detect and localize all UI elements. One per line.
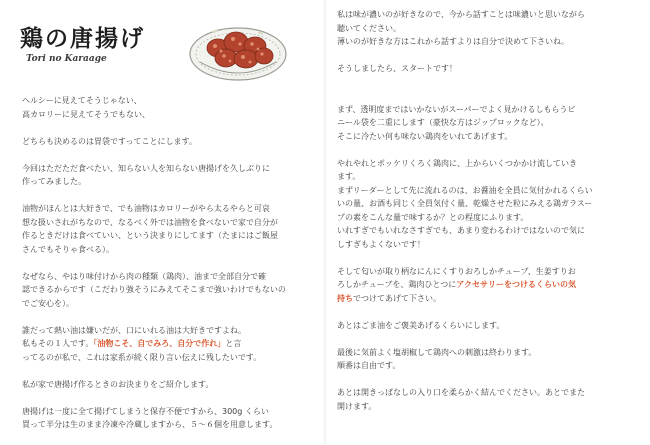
text-line: ヘルシーに見えてそうじゃない、	[22, 96, 142, 105]
text-line: ってるのが私で、これは家系が続く限り言い伝えに残したいです。	[22, 352, 262, 362]
text-line: さんでもそりゃ食べる）。	[22, 244, 114, 254]
text-line: どちらも決めるのは胃袋ですってことにします。	[22, 136, 197, 146]
text-run: 私もその１人です。	[22, 339, 94, 348]
text-line: でご安心を）。	[22, 298, 74, 308]
text-line-with-highlight	[337, 278, 627, 292]
text-line-with-highlight	[22, 337, 297, 351]
text-line: あとはごま油をご褒美あげるくらいにします。	[337, 320, 505, 330]
text-line: 聴いてください。	[337, 23, 401, 33]
text-line: まずリーダーとして先に流れるのは、お醤油を全員に気付かれるくらい	[337, 185, 593, 195]
text-line: 開けます。	[337, 401, 377, 411]
text-line: そこに冷たい何も味ない鶏肉をいれてあげます。	[337, 131, 513, 141]
text-line: 私が家で唐揚げ作るときのお決まりをご紹介します。	[22, 379, 214, 389]
text-line: いの量、お酒も同じく全員気付く量、乾燥させた粒にみえる鶏ガラスー	[337, 199, 593, 208]
text-line: あとは開きっぱなしの入り口を柔らかく結んでください。あとでまた	[337, 388, 585, 397]
page-title: 鶏の唐揚げ	[20, 25, 145, 52]
text-line: 今回はただただ食べたい、知らない人を知らない唐揚げを久しぶりに	[22, 163, 270, 173]
highlight-phrase: 持ち	[337, 293, 353, 303]
highlight-phrase: アクセサリーをつけるくらいの気	[456, 280, 576, 289]
highlight-phrase: 「油物こそ、自でみろ、自分で作れ」	[93, 339, 226, 348]
text-line: 作るときだけは食べていい、という決まりにしてます（たまにはご飯屋	[22, 231, 278, 240]
text-line: 最後に気前よく塩胡椒して鶏肉への刺激は終わります。	[337, 347, 537, 357]
text-line-with-highlight	[337, 292, 627, 306]
page-subtitle: Tori no Karaage	[26, 54, 107, 64]
text-line: 作ってみました。	[22, 177, 86, 186]
text-line: なぜなら、やはり味付けから肉の種類（鶏肉）、油まで全部自分で確	[22, 271, 266, 281]
text-line: 認できるからです（こだわり強そうにみえてそこまで強いわけでもないの	[22, 285, 286, 294]
text-line: ニール袋を二重にします（豪快な方はジップロックなど）。	[337, 118, 549, 127]
text-line: 想な扱いされがちなので、なるべく外では油物を食べないで家で自分が	[22, 217, 278, 227]
text-run: ろしかチューブを、鶏肉ひとつに	[337, 280, 457, 289]
text-line: 私は味が濃いのが好きなので、今から話すことは味濃いと思いながら	[337, 10, 585, 19]
right-page	[325, 0, 650, 445]
text-line: 唐揚げは一度に全て揚げてしまうと保存不便ですから、300g くらい	[22, 406, 269, 416]
text-line: まず、透明度まではいかないがスーパーでよく見かけるしもらうビ	[337, 104, 576, 114]
text-run: と言	[225, 339, 242, 348]
text-line: ます。	[337, 172, 361, 181]
text-line: やれやれとポッケリくろく鶏肉に、上からいくつかかけ流していき	[337, 158, 577, 168]
text-run: でつけてあげて下さい。	[353, 293, 441, 303]
text-line: いれすぎでもいれなさすぎでも、あまり変わるわけではないので気に	[337, 226, 585, 235]
text-line: そうしましたら、スタートです！	[337, 64, 457, 73]
text-line: 薄いのが好きな方はこれから話すよりは自分で決めて下さいね。	[337, 37, 569, 46]
text-line: しすぎもよくないです！	[337, 239, 425, 249]
right-body	[337, 8, 627, 413]
text-line: プの素をこんな量で味するか？との程度にふります。	[337, 212, 529, 222]
text-line: 買って半分は生のまま冷凍や冷蔵しますから、５〜６個を用意します。	[22, 420, 278, 429]
text-line: 順番は自由です。	[337, 361, 401, 370]
text-line: 油物がほんとは大好きで、でも油物はカロリーがやら太るやらと可哀	[22, 204, 270, 213]
text-line: 高カロリーに見えてそうでもない、	[22, 109, 150, 119]
text-line: 誰だって熱い油は嫌いだが、口にいれる油は大好きですよね。	[22, 325, 246, 335]
left-body	[22, 94, 297, 432]
text-line: そして匂いが取り柄なにんにくすりおろしかチューブ、生姜すりお	[337, 266, 576, 276]
karaage-dish-illustration	[188, 6, 288, 86]
